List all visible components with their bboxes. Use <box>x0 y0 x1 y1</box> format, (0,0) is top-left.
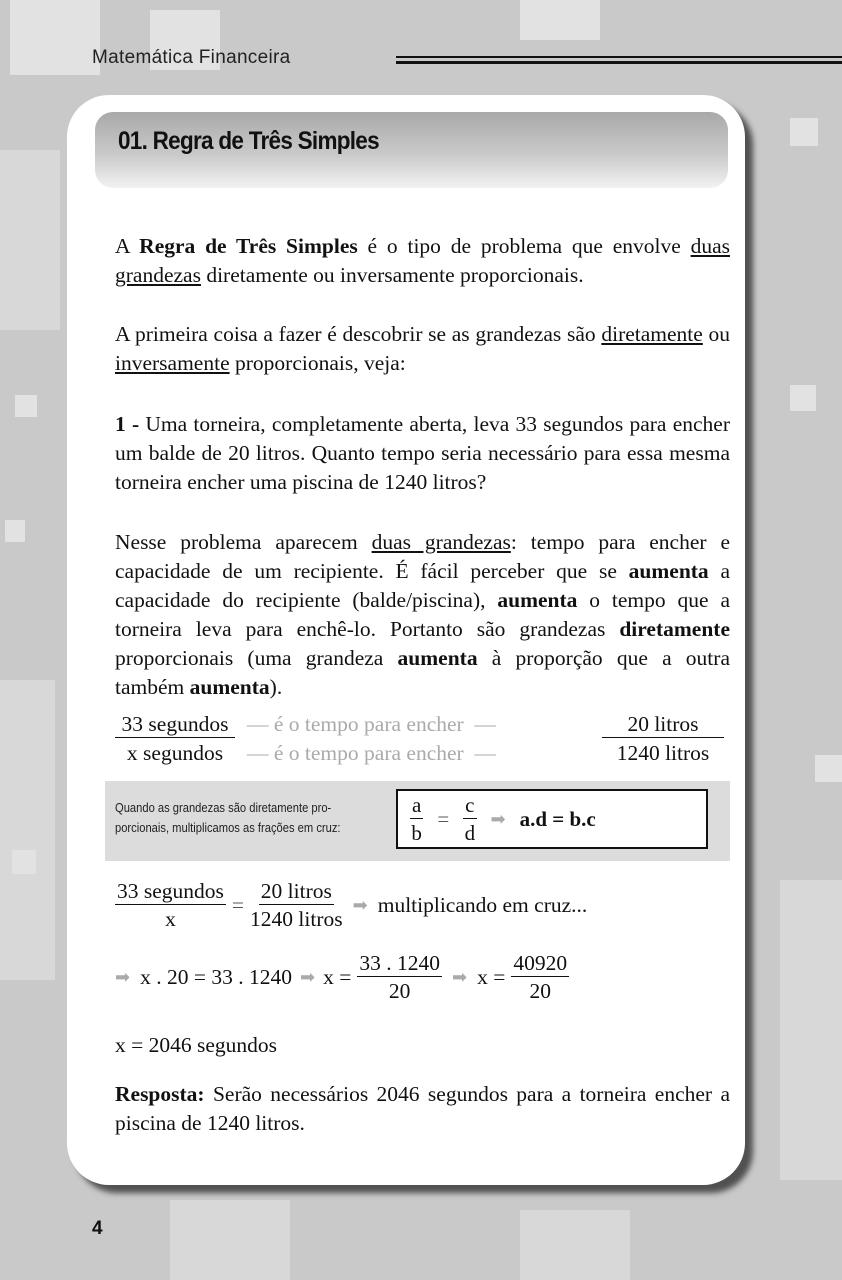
underlined-text: duas grandezas <box>115 234 731 287</box>
text-segment: A <box>115 234 140 258</box>
equation-step: x . 20 = 33 . 1240 <box>140 965 292 989</box>
capacity-value: 1240 litros <box>616 741 710 765</box>
bold-text: aumenta <box>497 588 578 612</box>
equals-sign: = <box>231 893 245 917</box>
relation-label: é o tempo para encher <box>273 712 464 736</box>
arrow-right-icon: ➡ <box>490 808 506 829</box>
text-segment: à proporção que a outra também <box>115 646 730 699</box>
fraction-a-b <box>410 792 423 847</box>
text-segment: Nesse problema aparecem <box>115 530 372 554</box>
numerator: c <box>465 792 475 817</box>
bg-square <box>790 385 816 411</box>
denominator: 20 <box>388 979 411 1003</box>
bg-square <box>170 1200 290 1280</box>
answer-paragraph <box>115 1080 730 1138</box>
bg-square <box>5 520 25 542</box>
bold-text: Resposta: <box>115 1082 205 1106</box>
time-value: x segundos <box>126 741 224 765</box>
bg-square <box>790 118 818 146</box>
arrow-right-icon: ➡ <box>451 967 468 987</box>
fraction <box>115 878 226 933</box>
equation-step: x = <box>323 965 352 989</box>
fraction <box>511 950 569 1005</box>
paragraph-explanation <box>115 528 730 702</box>
header-rule <box>396 56 842 64</box>
paragraph-problem <box>115 410 730 497</box>
running-header: Matemática Financeira <box>92 47 291 68</box>
underlined-text: duas grandezas <box>371 530 511 554</box>
denominator: d <box>464 820 476 845</box>
bg-square <box>520 1210 630 1280</box>
numerator: a <box>412 792 422 817</box>
proportion-table <box>115 710 724 768</box>
bg-square <box>780 880 842 1180</box>
fraction-c-d <box>463 792 476 847</box>
bg-square <box>10 0 100 75</box>
bold-text: Regra de Três Simples <box>139 234 358 258</box>
paragraph-first-step <box>115 320 730 378</box>
arrow-right-icon: ➡ <box>352 895 368 915</box>
bold-text: diretamente <box>619 617 730 641</box>
cross-multiplication-formula <box>396 789 708 849</box>
dash: — <box>474 741 496 765</box>
numerator: 33 segundos <box>117 879 224 903</box>
text-segment: proporcionais, veja: <box>229 351 406 375</box>
bold-text: aumenta <box>628 559 709 583</box>
text-segment: a capacidade do recipiente (balde/piscina), <box>115 559 731 612</box>
bg-square <box>12 850 36 874</box>
text-segment: diretamente ou inversamente proporcionais. <box>200 263 584 287</box>
dash: — <box>247 741 269 765</box>
formula-result: a.d = b.c <box>519 806 596 831</box>
arrow-right-icon: ➡ <box>299 967 316 987</box>
fraction <box>250 878 343 933</box>
bg-square <box>15 395 37 417</box>
equation-solve <box>115 950 569 1005</box>
arrow-right-icon: ➡ <box>115 967 131 987</box>
bg-square <box>0 150 60 330</box>
relation-label: é o tempo para encher <box>273 741 464 765</box>
bold-text: aumenta <box>397 646 478 670</box>
rule-note-line: Quando as grandezas são diretamente pro- <box>115 800 332 815</box>
denominator: 1240 litros <box>250 907 343 931</box>
bold-text: 1 - <box>115 412 146 436</box>
page-number: 4 <box>92 1218 103 1239</box>
text-segment: é o tipo de problema que envolve <box>357 234 691 258</box>
numerator: 40920 <box>513 951 568 975</box>
bold-text: aumenta <box>189 675 270 699</box>
denominator: 20 <box>529 979 551 1003</box>
rule-note-text <box>115 798 347 838</box>
text-segment: proporcionais (uma grandeza <box>115 646 398 670</box>
denominator: b <box>411 820 422 845</box>
numerator: 20 litros <box>260 879 332 903</box>
equation-setup <box>115 878 587 933</box>
bg-square <box>520 0 600 40</box>
result-line: x = 2046 segundos <box>115 1033 278 1057</box>
denominator: x <box>165 907 176 931</box>
proportion-row <box>115 710 724 739</box>
underlined-text: inversamente <box>115 351 230 375</box>
bg-square <box>0 680 55 980</box>
bg-square <box>815 755 842 782</box>
section-title: 01. Regra de Três Simples <box>118 127 379 155</box>
relation-text <box>235 741 602 766</box>
equals-sign: = <box>437 806 450 831</box>
text-segment: Uma torneira, completamente aberta, leva 33 segundos para encher um balde de 20 litros. Quanto tempo seria necessário para essa mesma torneira encher uma piscina de 1240 litros? <box>115 412 730 494</box>
capacity-value: 20 litros <box>602 712 724 738</box>
text-segment: ou <box>702 322 731 346</box>
dash: — <box>474 712 496 736</box>
equation-note: multiplicando em cruz... <box>377 893 588 917</box>
text-segment: A primeira coisa a fazer é descobrir se as grandezas são <box>115 322 602 346</box>
paragraph-intro <box>115 232 730 290</box>
fraction <box>357 950 442 1005</box>
underlined-text: diretamente <box>601 322 703 346</box>
text-segment: : tempo para encher e capacidade de um recipiente. É fácil perceber que se <box>115 530 730 583</box>
dash: — <box>247 712 269 736</box>
rule-note-line: porcionais, multiplicamos as frações em cruz: <box>115 820 341 835</box>
relation-text <box>235 712 602 737</box>
text-segment: o tempo que a torneira leva para enchê-lo. Portanto são grandezas <box>115 588 730 641</box>
numerator: 33 . 1240 <box>359 951 440 975</box>
time-value: 33 segundos <box>115 712 235 738</box>
rule-note-box <box>105 781 730 861</box>
text-segment: ). <box>269 675 283 699</box>
proportion-row <box>115 739 724 768</box>
text-segment: Serão necessários 2046 segundos para a torneira encher a piscina de 1240 litros. <box>115 1082 730 1135</box>
equation-step: x = <box>477 965 506 989</box>
